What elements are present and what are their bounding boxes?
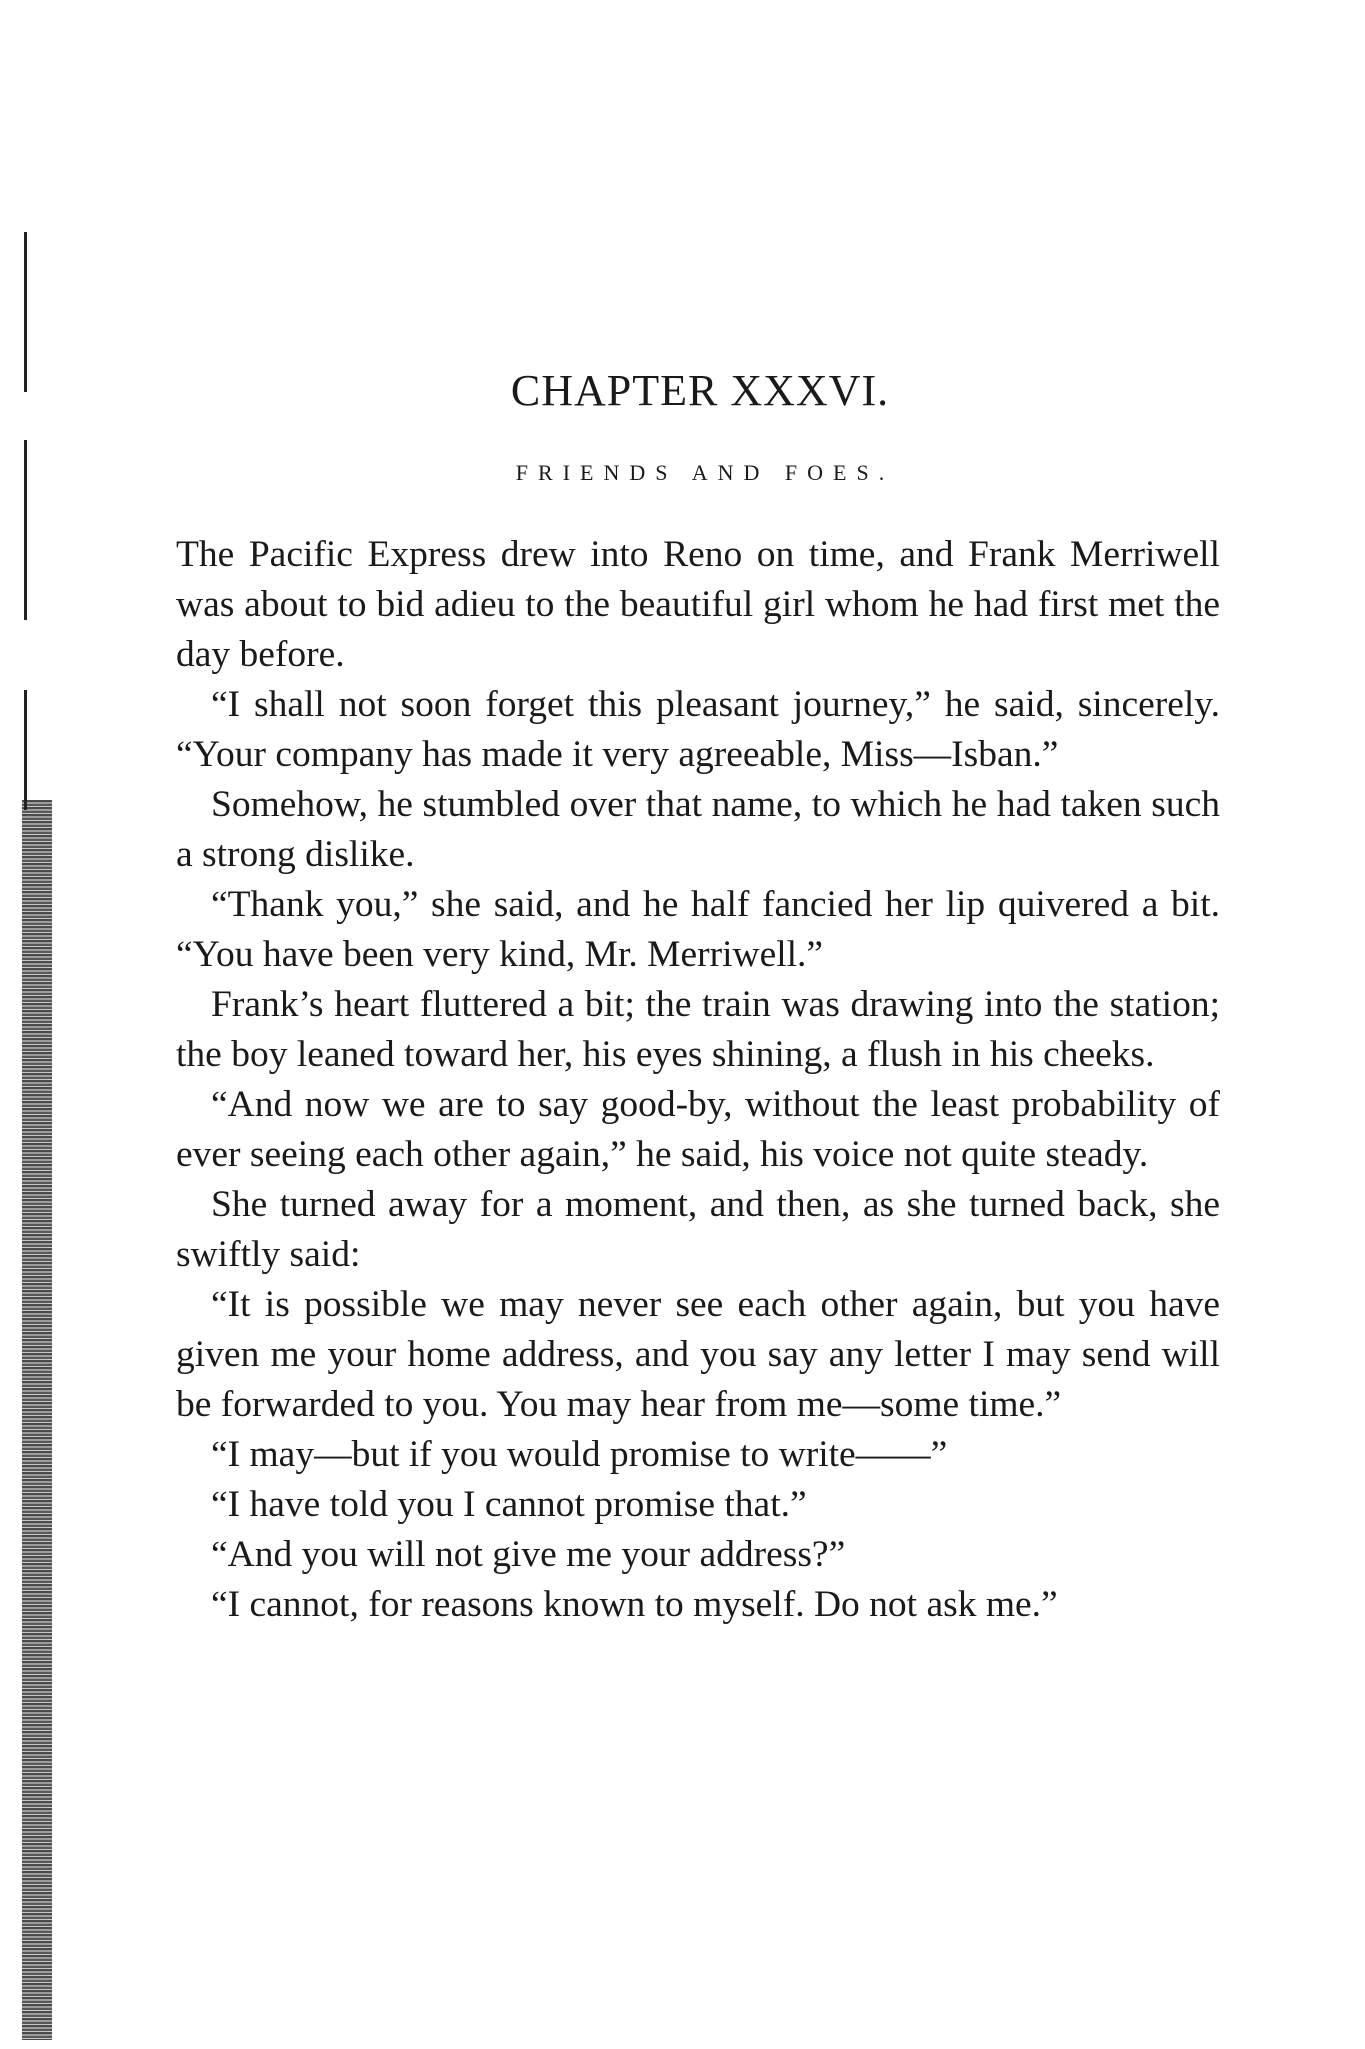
gutter-mark [24, 690, 27, 810]
binding-gutter [22, 800, 52, 2040]
paragraph: “And now we are to say good-by, without the least probability of ever seeing each other again,” he said, his voice not quite steady. [176, 1084, 1220, 1175]
paragraph: Somehow, he stumbled over that name, to which he had taken such a strong dislike. [176, 784, 1220, 875]
paragraph: The Pacific Express drew into Reno on time, and Frank Merriwell was about to bid adieu to the beautiful girl whom he had first met the day before. [176, 534, 1220, 675]
paragraph: Frank’s heart fluttered a bit; the train was drawing into the station; the boy leaned toward her, his eyes shining, a flush in his cheeks. [176, 984, 1220, 1075]
paragraph: “I may—but if you would promise to write——” [211, 1434, 948, 1475]
chapter-body [176, 530, 1220, 1630]
paragraph: “I cannot, for reasons known to myself. Do not ask me.” [211, 1584, 1058, 1625]
paragraph: She turned away for a moment, and then, as she turned back, she swiftly said: [176, 1184, 1220, 1275]
paragraph: “It is possible we may never see each other again, but you have given me your home address, and you say any letter I may send will be forwarded to you. You may hear from me—some time.” [176, 1284, 1220, 1425]
chapter-title: CHAPTER XXXVI. [510, 366, 890, 415]
paragraph: “Thank you,” she said, and he half fancied her lip quivered a bit. “You have been very kind, Mr. Merriwell.” [176, 884, 1220, 975]
paragraph: “I have told you I cannot promise that.” [211, 1484, 807, 1525]
chapter-subtitle: FRIENDS AND FOES. [515, 460, 895, 485]
paragraph: “And you will not give me your address?” [211, 1534, 846, 1575]
paragraph: “I shall not soon forget this pleasant journey,” he said, sincerely. “Your company has made it very agreeable, Miss—Isban.” [176, 684, 1220, 775]
